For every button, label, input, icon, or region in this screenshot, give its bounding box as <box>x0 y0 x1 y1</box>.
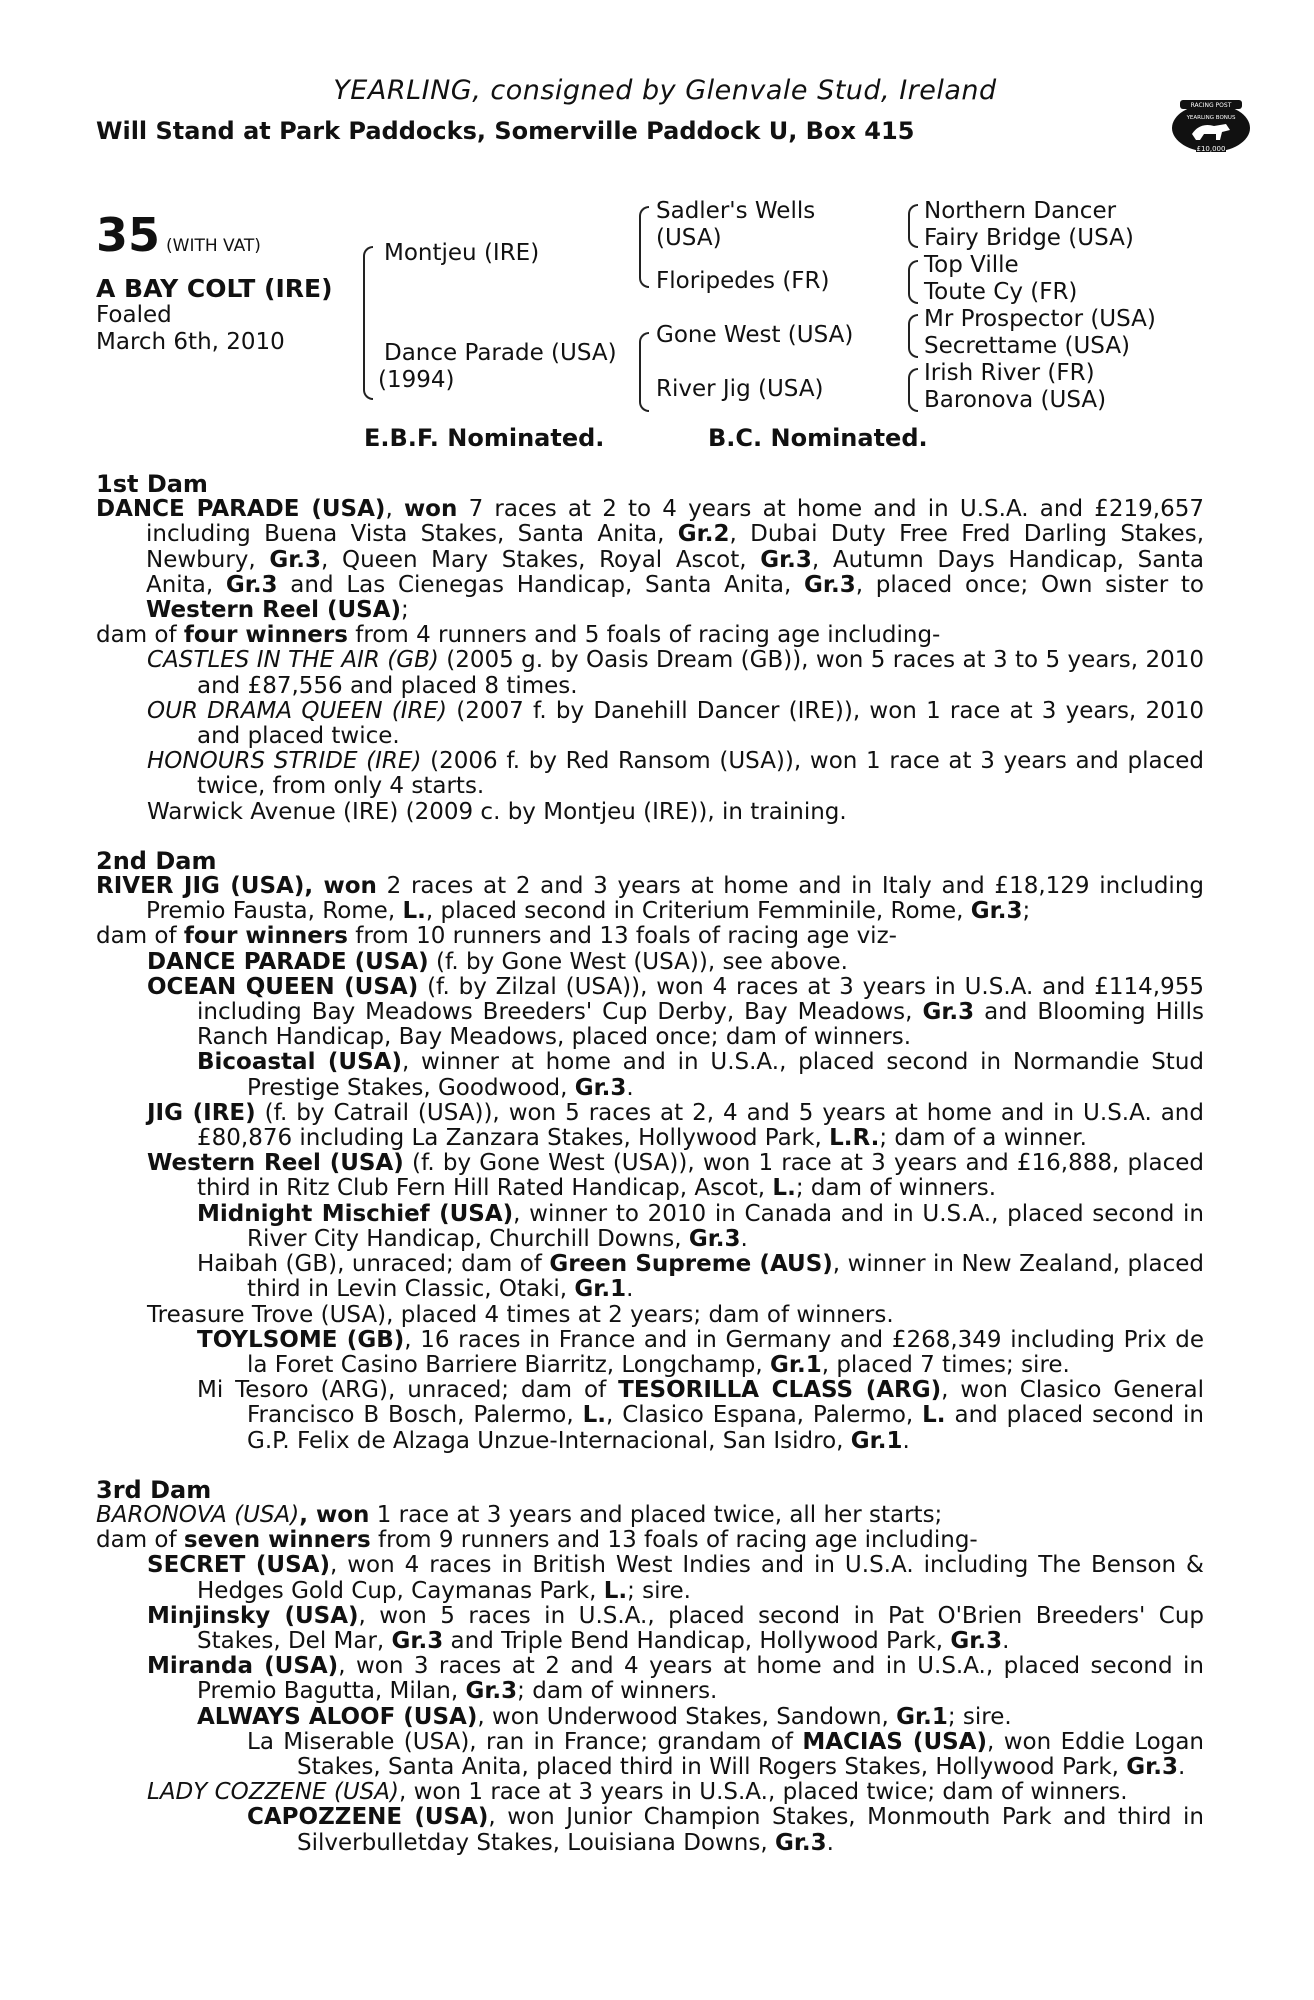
produce-entry: Minjinsky (USA), won 5 races in U.S.A., placed second in Pat O'Brien Breeders' Cup Stakes, Del Mar, Gr.3 and Triple Bend Handicap, Hollywood Park, Gr.3. <box>147 1602 1204 1654</box>
brace <box>363 246 373 400</box>
produce-entry: JIG (IRE) (f. by Catrail (USA)), won 5 races at 2, 4 and 5 years at home and in U.S.A. and £80,876 including La Zanzara Stakes, Hollywood Park, L.R.; dam of a winner. <box>147 1099 1204 1152</box>
pedigree-table <box>96 198 1216 452</box>
produce-entry: Warwick Avenue (IRE) (2009 c. by Montjeu (IRE)), in training. <box>147 798 847 825</box>
bc-nominated: B.C. Nominated. <box>708 424 928 452</box>
produce-entry: Treasure Trove (USA), placed 4 times at 2 years; dam of winners. <box>147 1301 894 1328</box>
produce-entry: DANCE PARADE (USA) (f. by Gone West (USA)), see above. <box>147 948 848 975</box>
brace <box>908 204 918 248</box>
gg-dam-1: Mr Prospector (USA) Secrettame (USA) <box>924 306 1156 359</box>
produce-entry: TOYLSOME (GB), 16 races in France and in Germany and £268,349 including Prix de la Foret Casino Barriere Biarritz, Longchamp, Gr.1, placed 7 times; sire. <box>197 1326 1204 1378</box>
dam: Dance Parade (USA) (1994) <box>378 340 617 393</box>
produce-entry: Midnight Mischief (USA), winner to 2010 in Canada and in U.S.A., placed second in River City Handicap, Churchill Downs, Gr.3. <box>197 1200 1204 1252</box>
gg-sire-1: Northern Dancer Fairy Bridge (USA) <box>924 198 1134 251</box>
produce-entry: SECRET (USA), won 4 races in British West Indies and in U.S.A. including The Benson & Hedges Gold Cup, Caymanas Park, L.; sire. <box>147 1552 1204 1604</box>
gg-dam-2: Irish River (FR) Baronova (USA) <box>924 360 1107 413</box>
brace <box>639 206 649 288</box>
second-dam-section <box>96 846 1205 1454</box>
brace <box>908 368 918 412</box>
produce-entry: Mi Tesoro (ARG), unraced; dam of TESORILLA CLASS (ARG), won Clasico General Francisco B Bosch, Palermo, L., Clasico Espana, Palermo, L. and placed second in G.P. Felix de Alzaga Unzue-Internacional, San Isidro, Gr.1. <box>197 1377 1204 1454</box>
svg-text:RACING POST: RACING POST <box>1190 102 1232 109</box>
consignment-line: YEARLING, consigned by Glenvale Stud, Ireland <box>333 75 997 106</box>
produce-entry: Bicoastal (USA), winner at home and in U.S.A., placed second in Normandie Stud Prestige Stakes, Goodwood, Gr.3. <box>197 1049 1204 1101</box>
brace <box>908 314 918 358</box>
first-dam-section <box>96 472 1204 825</box>
produce-entry: ALWAYS ALOOF (USA), won Underwood Stakes, Sandown, Gr.1; sire. <box>197 1703 1012 1730</box>
gg-sire-2: Top Ville Toute Cy (FR) <box>924 252 1078 305</box>
dam-record: RIVER JIG (USA), won 2 races at 2 and 3 years at home and in Italy and £18,129 including Premio Fausta, Rome, L., placed second in Criterium Femminile, Rome, Gr.3; <box>96 873 1204 925</box>
brace <box>639 332 649 412</box>
section-heading: 3rd Dam <box>96 1475 212 1504</box>
sire-sire: Sadler's Wells (USA) <box>656 198 816 251</box>
produce-summary: dam of four winners from 4 runners and 5 foals of racing age including- <box>96 622 941 649</box>
foaled-info: Foaled March 6th, 2010 <box>96 302 285 355</box>
lot-number: 35 (WITH VAT) <box>96 208 261 262</box>
svg-text:£10,000: £10,000 <box>1196 145 1226 153</box>
svg-text:YEARLING BONUS: YEARLING BONUS <box>1186 115 1236 121</box>
sire: Montjeu (IRE) <box>384 240 540 266</box>
brace <box>908 260 918 304</box>
section-heading: 1st Dam <box>96 470 208 498</box>
produce-entry: Western Reel (USA) (f. by Gone West (USA)), won 1 race at 3 years and £16,888, placed third in Ritz Club Fern Hill Rated Handicap, Ascot, L.; dam of winners. <box>147 1150 1204 1202</box>
stand-location: Will Stand at Park Paddocks, Somerville Paddock U, Box 415 <box>96 117 915 146</box>
produce-entry: CAPOZZENE (USA), won Junior Champion Stakes, Monmouth Park and third in Silverbulletday Stakes, Louisiana Downs, Gr.3. <box>247 1804 1204 1856</box>
section-heading: 2nd Dam <box>96 846 217 875</box>
produce-entry: HONOURS STRIDE (IRE) (2006 f. by Red Ransom (USA)), won 1 race at 3 years and placed twice, from only 4 starts. <box>147 748 1204 800</box>
dam-record: BARONOVA (USA), won 1 race at 3 years and placed twice, all her starts; <box>96 1501 943 1528</box>
dam-dam: River Jig (USA) <box>656 376 824 402</box>
ebf-nominated: E.B.F. Nominated. <box>364 424 605 452</box>
produce-entry: La Miserable (USA), ran in France; grandam of MACIAS (USA), won Eddie Logan Stakes, Santa Anita, placed third in Will Rogers Stakes, Hollywood Park, Gr.3. <box>247 1728 1204 1780</box>
catalogue-page <box>96 75 1204 146</box>
pedigree-notes <box>96 472 1204 1856</box>
produce-summary: dam of four winners from 10 runners and 13 foals of racing age viz- <box>96 923 897 950</box>
produce-entry: Haibah (GB), unraced; dam of Green Supreme (AUS), winner in New Zealand, placed third in Levin Classic, Otaki, Gr.1. <box>197 1251 1205 1303</box>
produce-entry: OUR DRAMA QUEEN (IRE) (2007 f. by Danehill Dancer (IRE)), won 1 race at 3 years, 2010 and placed twice. <box>147 697 1204 750</box>
produce-entry: CASTLES IN THE AIR (GB) (2005 g. by Oasis Dream (GB)), won 5 races at 3 to 5 years, 2010 and £87,556 and placed 8 times. <box>147 647 1204 699</box>
produce-summary: dam of seven winners from 9 runners and 13 foals of racing age including- <box>96 1527 978 1554</box>
dam-record: DANCE PARADE (USA), won 7 races at 2 to 4 years at home and in U.S.A. and £219,657 including Buena Vista Stakes, Santa Anita, Gr.2, Dubai Duty Free Fred Darling Stakes, Newbury, Gr.3, Queen Mary Stakes, Royal Ascot, Gr.3, Autumn Days Handicap, Santa Anita, Gr.3 and Las Cienegas Handicap, Santa Anita, Gr.3, placed once; Own sister to Western Reel (USA); <box>96 496 1205 624</box>
produce-entry: Miranda (USA), won 3 races at 2 and 4 years at home and in U.S.A., placed second in Premio Bagutta, Milan, Gr.3; dam of winners. <box>147 1653 1204 1705</box>
produce-entry: LADY COZZENE (USA), won 1 race at 3 years in U.S.A., placed twice; dam of winners. <box>147 1779 1128 1806</box>
lot-description: A BAY COLT (IRE) <box>96 274 333 303</box>
dam-sire: Gone West (USA) <box>656 322 854 348</box>
produce-entry: OCEAN QUEEN (USA) (f. by Zilzal (USA)), won 4 races at 3 years in U.S.A. and £114,955 including Bay Meadows Breeders' Cup Derby, Bay Meadows, Gr.3 and Blooming Hills Ranch Handicap, Bay Meadows, placed once; dam of winners. <box>147 973 1205 1051</box>
third-dam-section <box>96 1475 1204 1856</box>
sire-dam: Floripedes (FR) <box>656 268 830 294</box>
